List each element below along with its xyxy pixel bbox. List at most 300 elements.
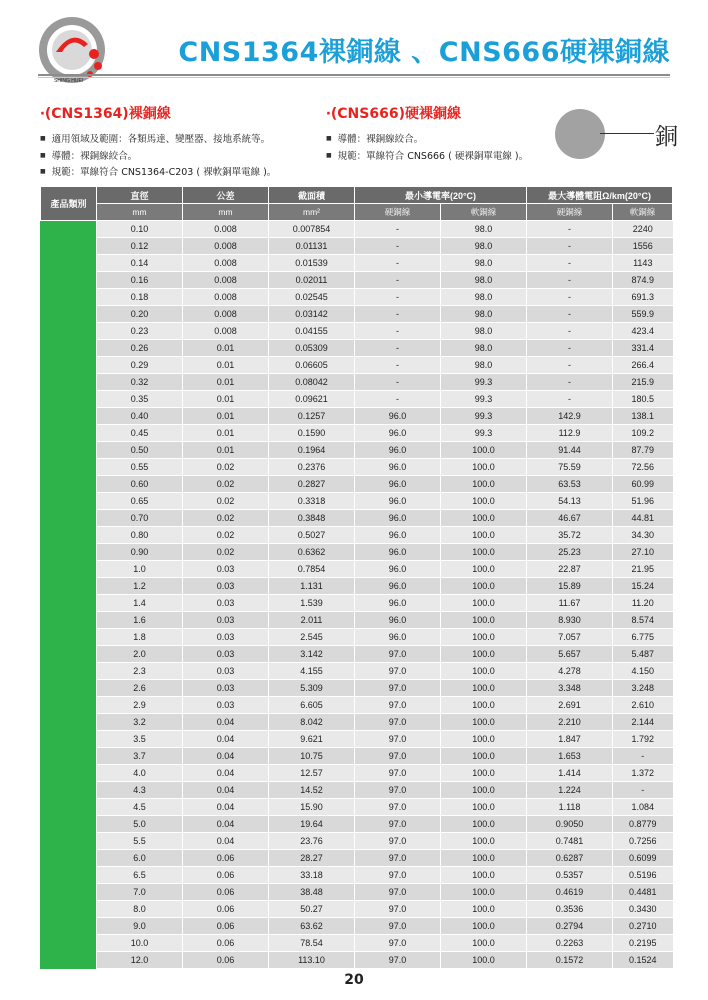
table-cell: 98.0 <box>441 357 527 374</box>
table-cell: 96.0 <box>355 408 441 425</box>
table-cell: 78.54 <box>269 935 355 952</box>
table-cell: 98.0 <box>441 272 527 289</box>
table-cell: 100.0 <box>441 510 527 527</box>
table-cell: 0.3430 <box>613 901 673 918</box>
page-title: CNS1364裸銅線 、CNS666硬裸銅線 <box>178 37 670 68</box>
bullet-item: ■ 規範：單線符合 CNS1364-C203 ( 裸軟銅單電線 )。 <box>40 164 276 181</box>
table-cell: 0.5196 <box>613 867 673 884</box>
table-cell: 4.0 <box>97 765 183 782</box>
table-cell: - <box>527 340 613 357</box>
table-cell: 0.06 <box>183 850 269 867</box>
table-cell: 96.0 <box>355 578 441 595</box>
table-cell: - <box>527 323 613 340</box>
table-cell: - <box>355 221 441 238</box>
table-cell: 0.06 <box>183 901 269 918</box>
table-cell: 0.04155 <box>269 323 355 340</box>
table-cell: 96.0 <box>355 510 441 527</box>
table-row <box>41 561 673 578</box>
table-cell: 15.24 <box>613 578 673 595</box>
table-cell: 96.0 <box>355 595 441 612</box>
table-cell: 28.27 <box>269 850 355 867</box>
table-cell: 98.0 <box>441 340 527 357</box>
table-cell: 0.12 <box>97 238 183 255</box>
table-row <box>41 918 673 935</box>
table-cell: 51.96 <box>613 493 673 510</box>
table-cell: 12.57 <box>269 765 355 782</box>
table-cell: 15.89 <box>527 578 613 595</box>
table-cell: 22.87 <box>527 561 613 578</box>
table-cell: 266.4 <box>613 357 673 374</box>
table-cell: 97.0 <box>355 816 441 833</box>
unit-area: mm² <box>269 204 355 221</box>
table-cell: 0.008 <box>183 221 269 238</box>
table-cell: 1143 <box>613 255 673 272</box>
table-cell: 0.01 <box>183 374 269 391</box>
table-cell: 0.5357 <box>527 867 613 884</box>
table-cell: 96.0 <box>355 527 441 544</box>
table-cell: - <box>527 272 613 289</box>
table-cell: 97.0 <box>355 646 441 663</box>
table-cell: 100.0 <box>441 442 527 459</box>
table-row <box>41 306 673 323</box>
table-cell: 11.67 <box>527 595 613 612</box>
table-cell: 0.01 <box>183 340 269 357</box>
table-cell: 0.03 <box>183 697 269 714</box>
table-cell: 1.2 <box>97 578 183 595</box>
table-cell: 34.30 <box>613 527 673 544</box>
table-cell: 14.52 <box>269 782 355 799</box>
table-cell: 100.0 <box>441 816 527 833</box>
table-cell: 0.03 <box>183 561 269 578</box>
table-cell: 100.0 <box>441 748 527 765</box>
table-cell: 0.2195 <box>613 935 673 952</box>
table-cell: 3.7 <box>97 748 183 765</box>
table-cell: 100.0 <box>441 476 527 493</box>
table-row <box>41 391 673 408</box>
table-row <box>41 374 673 391</box>
table-cell: 0.008 <box>183 272 269 289</box>
table-cell: 97.0 <box>355 714 441 731</box>
table-cell: 2.545 <box>269 629 355 646</box>
table-row <box>41 884 673 901</box>
table-cell: 100.0 <box>441 901 527 918</box>
table-cell: 100.0 <box>441 663 527 680</box>
table-row <box>41 357 673 374</box>
table-cell: 0.6099 <box>613 850 673 867</box>
table-cell: 0.14 <box>97 255 183 272</box>
table-cell: 97.0 <box>355 918 441 935</box>
table-cell: 97.0 <box>355 799 441 816</box>
table-cell: 4.150 <box>613 663 673 680</box>
table-cell: 0.7256 <box>613 833 673 850</box>
title-rule-thin <box>38 77 670 78</box>
table-cell: 0.29 <box>97 357 183 374</box>
table-cell: 2.011 <box>269 612 355 629</box>
table-row <box>41 629 673 646</box>
table-cell: 8.574 <box>613 612 673 629</box>
header-resistance: 最大導體電阻Ω/km(20°C) <box>527 187 673 204</box>
table-row <box>41 850 673 867</box>
table-cell: 7.0 <box>97 884 183 901</box>
table-cell: 0.01 <box>183 357 269 374</box>
table-cell: 0.01 <box>183 425 269 442</box>
header-conductivity: 最小導電率(20°C) <box>355 187 527 204</box>
table-cell: 6.5 <box>97 867 183 884</box>
table-cell: 2.610 <box>613 697 673 714</box>
table-cell: 0.20 <box>97 306 183 323</box>
table-cell: 35.72 <box>527 527 613 544</box>
table-cell: 91.44 <box>527 442 613 459</box>
table-row <box>41 714 673 731</box>
table-cell: 0.008 <box>183 306 269 323</box>
table-cell: 112.9 <box>527 425 613 442</box>
table-cell: 33.18 <box>269 867 355 884</box>
table-cell: 100.0 <box>441 493 527 510</box>
table-cell: - <box>527 391 613 408</box>
table-cell: 98.0 <box>441 238 527 255</box>
table-row <box>41 442 673 459</box>
table-cell: 100.0 <box>441 527 527 544</box>
table-cell: 8.042 <box>269 714 355 731</box>
table-cell: 100.0 <box>441 561 527 578</box>
table-cell: 5.487 <box>613 646 673 663</box>
table-cell: 138.1 <box>613 408 673 425</box>
table-cell: 4.155 <box>269 663 355 680</box>
table-cell: 0.26 <box>97 340 183 357</box>
bullet-item: ■ 適用領域及範圍：各類馬達、變壓器、接地系統等。 <box>40 131 276 148</box>
table-cell: 97.0 <box>355 884 441 901</box>
table-row <box>41 782 673 799</box>
table-cell: 2.6 <box>97 680 183 697</box>
table-cell: 6.0 <box>97 850 183 867</box>
table-row <box>41 935 673 952</box>
table-cell: 0.06 <box>183 884 269 901</box>
table-cell: 0.80 <box>97 527 183 544</box>
unit-cond-soft: 軟銅線 <box>441 204 527 221</box>
table-cell: 0.04 <box>183 833 269 850</box>
table-cell: 44.81 <box>613 510 673 527</box>
table-row <box>41 493 673 510</box>
header-tolerance: 公差 <box>183 187 269 204</box>
table-row <box>41 476 673 493</box>
table-cell: 97.0 <box>355 663 441 680</box>
table-cell: 100.0 <box>441 782 527 799</box>
cns1364-heading: ‧(CNS1364)裸銅線 <box>40 106 171 122</box>
table-cell: 0.03 <box>183 680 269 697</box>
table-cell: 0.90 <box>97 544 183 561</box>
table-cell: 2240 <box>613 221 673 238</box>
table-cell: 72.56 <box>613 459 673 476</box>
table-cell: 100.0 <box>441 595 527 612</box>
table-cell: 1.414 <box>527 765 613 782</box>
table-cell: 97.0 <box>355 731 441 748</box>
bullet-item: ■ 導體：裸銅線絞合。 <box>326 131 528 148</box>
table-cell: 0.03 <box>183 612 269 629</box>
table-cell: 0.008 <box>183 255 269 272</box>
table-cell: 6.605 <box>269 697 355 714</box>
table-cell: 0.06 <box>183 952 269 969</box>
table-cell: 97.0 <box>355 952 441 969</box>
unit-cond-hard: 硬銅線 <box>355 204 441 221</box>
table-cell: 3.348 <box>527 680 613 697</box>
table-row <box>41 340 673 357</box>
table-cell: 0.04 <box>183 799 269 816</box>
table-cell: 27.10 <box>613 544 673 561</box>
table-cell: 100.0 <box>441 646 527 663</box>
table-row <box>41 510 673 527</box>
table-cell: 3.2 <box>97 714 183 731</box>
table-cell: 1.8 <box>97 629 183 646</box>
table-cell: 54.13 <box>527 493 613 510</box>
table-cell: 1.4 <box>97 595 183 612</box>
table-row <box>41 595 673 612</box>
table-cell: 97.0 <box>355 867 441 884</box>
table-cell: 0.02 <box>183 510 269 527</box>
table-cell: 142.9 <box>527 408 613 425</box>
table-cell: - <box>527 357 613 374</box>
table-cell: 1.131 <box>269 578 355 595</box>
table-cell: 100.0 <box>441 867 527 884</box>
table-row <box>41 901 673 918</box>
table-cell: 0.5027 <box>269 527 355 544</box>
table-cell: 1.653 <box>527 748 613 765</box>
table-cell: 5.0 <box>97 816 183 833</box>
table-cell: 2.691 <box>527 697 613 714</box>
table-row <box>41 799 673 816</box>
table-cell: 11.20 <box>613 595 673 612</box>
table-cell: 98.0 <box>441 306 527 323</box>
table-row <box>41 578 673 595</box>
table-row <box>41 221 673 238</box>
table-cell: 75.59 <box>527 459 613 476</box>
table-cell: 0.03 <box>183 629 269 646</box>
table-cell: 0.50 <box>97 442 183 459</box>
category-band <box>41 221 97 969</box>
table-cell: 0.1964 <box>269 442 355 459</box>
table-cell: 559.9 <box>613 306 673 323</box>
table-cell: 1556 <box>613 238 673 255</box>
table-cell: 0.04 <box>183 765 269 782</box>
table-cell: 0.03 <box>183 663 269 680</box>
table-cell: 99.3 <box>441 408 527 425</box>
table-cell: 0.65 <box>97 493 183 510</box>
table-cell: 100.0 <box>441 578 527 595</box>
table-cell: 0.02 <box>183 476 269 493</box>
table-cell: 97.0 <box>355 697 441 714</box>
table-row <box>41 238 673 255</box>
table-cell: 0.008 <box>183 323 269 340</box>
cns1364-bullets <box>40 131 276 181</box>
unit-diameter: mm <box>97 204 183 221</box>
table-cell: - <box>355 238 441 255</box>
table-cell: 98.0 <box>441 255 527 272</box>
table-cell: 0.60 <box>97 476 183 493</box>
table-cell: 100.0 <box>441 544 527 561</box>
table-cell: 0.23 <box>97 323 183 340</box>
table-cell: 0.2794 <box>527 918 613 935</box>
table-cell: 8.0 <box>97 901 183 918</box>
table-cell: 100.0 <box>441 765 527 782</box>
table-row <box>41 680 673 697</box>
table-cell: - <box>355 272 441 289</box>
bullet-item: ■ 規範：單線符合 CNS666 ( 硬裸銅單電線 )。 <box>326 148 528 165</box>
spec-table-body <box>41 221 673 969</box>
table-cell: 0.04 <box>183 816 269 833</box>
table-cell: 0.2376 <box>269 459 355 476</box>
table-cell: 0.01 <box>183 408 269 425</box>
table-cell: 0.1590 <box>269 425 355 442</box>
table-row <box>41 663 673 680</box>
table-cell: - <box>355 255 441 272</box>
table-cell: 97.0 <box>355 680 441 697</box>
table-cell: 100.0 <box>441 918 527 935</box>
table-row <box>41 612 673 629</box>
table-row <box>41 765 673 782</box>
table-cell: 0.40 <box>97 408 183 425</box>
header-category: 產品類別 <box>41 187 97 221</box>
table-cell: 0.007854 <box>269 221 355 238</box>
table-cell: 100.0 <box>441 850 527 867</box>
table-cell: 1.084 <box>613 799 673 816</box>
table-cell: 100.0 <box>441 952 527 969</box>
table-cell: 96.0 <box>355 442 441 459</box>
table-cell: 0.06 <box>183 918 269 935</box>
table-cell: - <box>355 289 441 306</box>
table-row <box>41 816 673 833</box>
table-cell: 98.0 <box>441 323 527 340</box>
table-cell: 96.0 <box>355 612 441 629</box>
table-cell: 19.64 <box>269 816 355 833</box>
table-row <box>41 527 673 544</box>
table-row <box>41 697 673 714</box>
table-cell: 5.5 <box>97 833 183 850</box>
table-cell: 100.0 <box>441 884 527 901</box>
table-row <box>41 408 673 425</box>
table-cell: 0.3318 <box>269 493 355 510</box>
table-cell: 3.5 <box>97 731 183 748</box>
table-cell: 63.53 <box>527 476 613 493</box>
table-cell: 2.0 <box>97 646 183 663</box>
table-cell: 2.144 <box>613 714 673 731</box>
table-cell: 99.3 <box>441 425 527 442</box>
table-cell: 0.03 <box>183 646 269 663</box>
table-cell: 109.2 <box>613 425 673 442</box>
table-cell: 0.8779 <box>613 816 673 833</box>
table-cell: 100.0 <box>441 714 527 731</box>
table-cell: 0.2710 <box>613 918 673 935</box>
unit-res-soft: 軟銅線 <box>613 204 673 221</box>
table-cell: 0.70 <box>97 510 183 527</box>
table-row <box>41 272 673 289</box>
table-row <box>41 833 673 850</box>
table-cell: - <box>613 782 673 799</box>
table-cell: 0.18 <box>97 289 183 306</box>
table-cell: 1.118 <box>527 799 613 816</box>
table-cell: 0.05309 <box>269 340 355 357</box>
table-row <box>41 867 673 884</box>
table-cell: 215.9 <box>613 374 673 391</box>
table-cell: 25.23 <box>527 544 613 561</box>
table-cell: 96.0 <box>355 476 441 493</box>
table-cell: 0.1257 <box>269 408 355 425</box>
table-cell: 97.0 <box>355 782 441 799</box>
table-cell: 2.210 <box>527 714 613 731</box>
table-cell: 97.0 <box>355 833 441 850</box>
table-cell: 0.04 <box>183 731 269 748</box>
table-cell: 23.76 <box>269 833 355 850</box>
table-cell: 0.04 <box>183 714 269 731</box>
table-cell: 0.02 <box>183 527 269 544</box>
table-cell: 0.2827 <box>269 476 355 493</box>
table-cell: 0.4619 <box>527 884 613 901</box>
table-cell: 96.0 <box>355 493 441 510</box>
table-row <box>41 952 673 969</box>
table-cell: 96.0 <box>355 544 441 561</box>
table-cell: 97.0 <box>355 850 441 867</box>
table-cell: 0.02011 <box>269 272 355 289</box>
table-row <box>41 731 673 748</box>
bullet-item: ■ 導體：裸銅線絞合。 <box>40 148 276 165</box>
table-cell: 6.775 <box>613 629 673 646</box>
copper-leader-line <box>600 133 654 134</box>
table-cell: 0.06 <box>183 935 269 952</box>
table-cell: 98.0 <box>441 289 527 306</box>
table-cell: 0.03 <box>183 595 269 612</box>
table-row <box>41 323 673 340</box>
table-cell: 99.3 <box>441 391 527 408</box>
table-cell: - <box>355 374 441 391</box>
table-cell: 100.0 <box>441 629 527 646</box>
table-cell: 0.32 <box>97 374 183 391</box>
table-cell: - <box>527 255 613 272</box>
table-cell: - <box>527 238 613 255</box>
table-cell: 0.6287 <box>527 850 613 867</box>
table-cell: 1.539 <box>269 595 355 612</box>
header-area: 截面積 <box>269 187 355 204</box>
table-cell: - <box>527 221 613 238</box>
table-cell: 0.01539 <box>269 255 355 272</box>
page-number: 20 <box>344 972 364 988</box>
table-cell: 3.248 <box>613 680 673 697</box>
table-cell: 10.0 <box>97 935 183 952</box>
table-cell: 0.04 <box>183 748 269 765</box>
table-cell: 97.0 <box>355 901 441 918</box>
logo-text: SHING HUEI <box>54 78 84 84</box>
table-cell: - <box>355 340 441 357</box>
table-cell: 100.0 <box>441 680 527 697</box>
table-cell: 100.0 <box>441 833 527 850</box>
table-cell: 180.5 <box>613 391 673 408</box>
copper-label: 銅 <box>655 124 678 150</box>
table-cell: 0.09621 <box>269 391 355 408</box>
cns666-bullets <box>326 131 528 164</box>
table-cell: 0.10 <box>97 221 183 238</box>
table-cell: 2.3 <box>97 663 183 680</box>
table-cell: - <box>527 306 613 323</box>
table-cell: 9.621 <box>269 731 355 748</box>
table-cell: 0.01 <box>183 442 269 459</box>
table-cell: 0.03142 <box>269 306 355 323</box>
table-cell: 98.0 <box>441 221 527 238</box>
table-cell: 97.0 <box>355 765 441 782</box>
table-cell: 0.45 <box>97 425 183 442</box>
table-cell: 0.7481 <box>527 833 613 850</box>
table-cell: 0.02 <box>183 493 269 510</box>
table-row <box>41 289 673 306</box>
table-cell: 96.0 <box>355 561 441 578</box>
table-cell: 0.2263 <box>527 935 613 952</box>
table-row <box>41 459 673 476</box>
